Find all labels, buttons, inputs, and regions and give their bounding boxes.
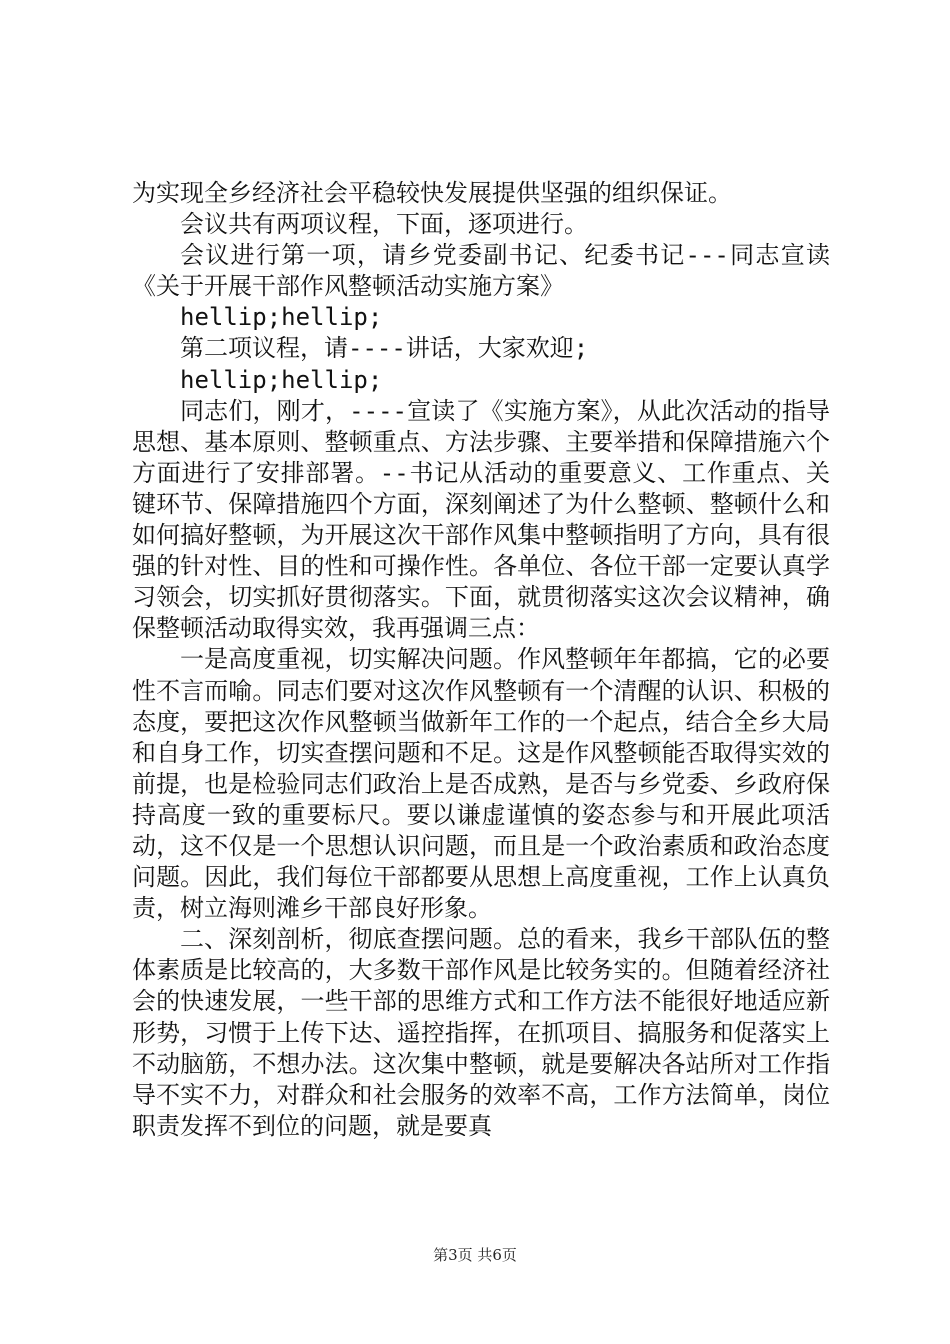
paragraph-2: 会议共有两项议程，下面，逐项进行。 (180, 210, 588, 239)
paragraph-8: 一是高度重视，切实解决问题。作风整顿年年都搞，它的必要性不言而喻。同志们要对这次作风整顿有一个清醒的认识、积极的态度，要把这次作风整顿当做新年工作的一个起点，结合全乡大局和自身工作，切实查摆问题和不足。这是作风整顿能否取得实效的前提，也是检验同志们政治上是否成熟，是否与乡党委、乡政府保持高度一致的重要标尺。要以谦虚谨慎的姿态参与和开展此项活动，这不仅是一个思想认识问题，而且是一个政治素质和政治态度问题。因此，我们每位干部都要从思想上高度重视，工作上认真负责，树立海则滩乡干部良好形象。 (132, 645, 830, 923)
paragraph-5: 第二项议程，请----讲话，大家欢迎; (180, 334, 589, 363)
paragraph-6: hellip;hellip; (180, 365, 383, 394)
page-number-footer: 第3页 共6页 (433, 1246, 517, 1264)
paragraph-7: 同志们，刚才，----宣读了《实施方案》，从此次活动的指导思想、基本原则、整顿重点、方法步骤、主要举措和保障措施六个方面进行了安排部署。--书记从活动的重要意义、工作重点、关键环节、保障措施四个方面，深刻阐述了为什么整顿、整顿什么和如何搞好整顿，为开展这次干部作风集中整顿指明了方向，具有很强的针对性、目的性和可操作性。各单位、各位干部一定要认真学习领会，切实抓好贯彻落实。下面，就贯彻落实这次会议精神，确保整顿活动取得实效，我再强调三点： (132, 396, 830, 643)
paragraph-1: 为实现全乡经济社会平稳较快发展提供坚强的组织保证。 (132, 179, 732, 207)
paragraph-3: 会议进行第一项，请乡党委副书记、纪委书记---同志宣读《关于开展干部作风整顿活动实施方案》 (132, 241, 830, 301)
paragraph-9: 二、深刻剖析，彻底查摆问题。总的看来，我乡干部队伍的整体素质是比较高的，大多数干部作风是比较务实的。但随着经济社会的快速发展，一些干部的思维方式和工作方法不能很好地适应新形势，习惯于上传下达、遥控指挥，在抓项目、搞服务和促落实上不动脑筋，不想办法。这次集中整顿，就是要解决各站所对工作指导不实不力，对群众和社会服务的效率不高，工作方法简单，岗位职责发挥不到位的问题，就是要真 (132, 925, 830, 1140)
paragraph-4: hellip;hellip; (180, 303, 383, 332)
document-body (132, 178, 830, 1142)
